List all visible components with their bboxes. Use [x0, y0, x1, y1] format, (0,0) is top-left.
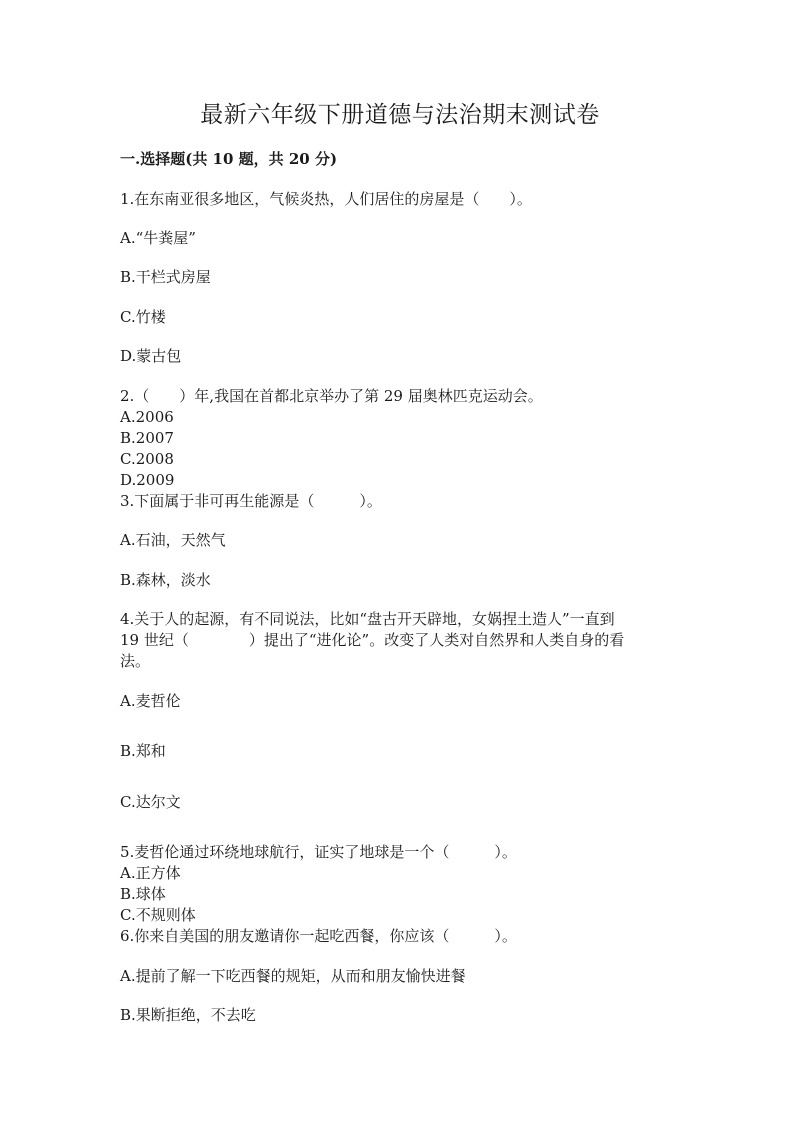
question-5-option-b: B.球体	[120, 885, 166, 903]
question-4-stem	[120, 609, 680, 672]
question-4-option-b: B.郑和	[120, 742, 166, 760]
question-2-option-d: D.2009	[120, 471, 175, 489]
question-4-stem-line: 19 世纪（ ）提出了“进化论”。改变了人类对自然界和人类自身的看	[120, 631, 625, 649]
question-5-option-c: C.不规则体	[120, 906, 196, 924]
question-1-stem: 1.在东南亚很多地区，气候炎热，人们居住的房屋是（ ）。	[120, 190, 532, 208]
question-3-stem: 3.下面属于非可再生能源是（ ）。	[120, 492, 382, 510]
question-1-option-c: C.竹楼	[120, 308, 166, 326]
question-2-option-c: C.2008	[120, 450, 174, 468]
question-6-option-a: A.提前了解一下吃西餐的规矩，从而和朋友愉快进餐	[120, 967, 466, 985]
question-2-option-a: A.2006	[120, 408, 174, 426]
question-6-stem: 6.你来自美国的朋友邀请你一起吃西餐，你应该（ ）。	[120, 927, 517, 945]
question-1-option-a: A.“牛粪屋”	[120, 229, 196, 247]
question-2-stem: 2.（ ）年,我国在首都北京举办了第 29 届奥林匹克运动会。	[120, 387, 543, 405]
question-1-option-d: D.蒙古包	[120, 347, 182, 365]
question-5-option-a: A.正方体	[120, 864, 181, 882]
question-3-option-a: A.石油，天然气	[120, 531, 226, 549]
question-5-stem: 5.麦哲伦通过环绕地球航行，证实了地球是一个（ ）。	[120, 843, 517, 861]
question-1-option-b: B.干栏式房屋	[120, 268, 211, 286]
question-4-stem-line: 4.关于人的起源，有不同说法，比如“盘古开天辟地，女娲捏土造人”一直到	[120, 610, 615, 628]
question-4-stem-line: 法。	[120, 652, 151, 670]
question-2-option-b: B.2007	[120, 429, 174, 447]
section-heading: 一.选择题(共 10 题，共 20 分)	[120, 150, 338, 168]
question-3-option-b: B.森林，淡水	[120, 571, 211, 589]
question-4-option-a: A.麦哲伦	[120, 692, 181, 710]
question-6-option-b: B.果断拒绝，不去吃	[120, 1006, 256, 1024]
document-title: 最新六年级下册道德与法治期末测试卷	[200, 102, 600, 128]
question-4-option-c: C.达尔文	[120, 793, 181, 811]
